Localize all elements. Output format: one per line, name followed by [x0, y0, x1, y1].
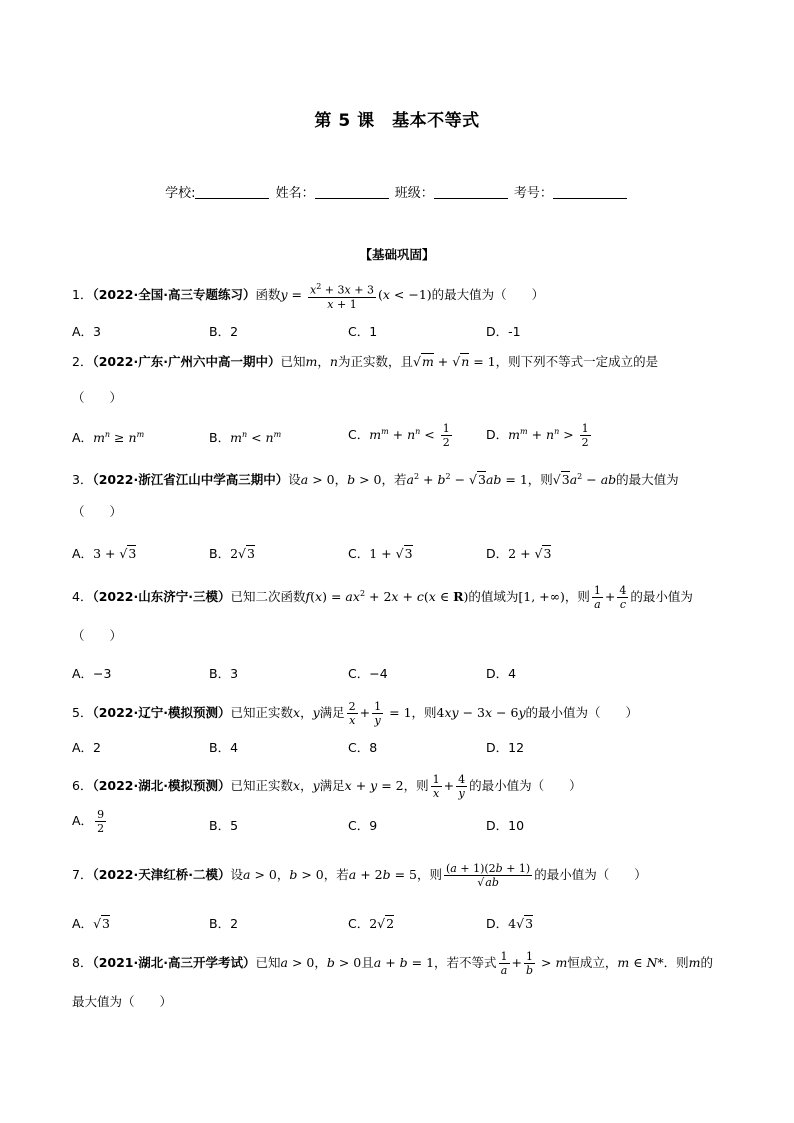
question-text: 的最大值为（ ）: [431, 286, 545, 302]
question-2: 2．（2022·广东·广州六中高一期中）已知m，n为正实数，且√m + √n = 1，则下列不等式一定成立的是: [72, 354, 659, 369]
question-text: ，则下列不等式一定成立的是: [495, 354, 659, 369]
class-label: 班级：: [394, 186, 434, 201]
question-3-options: [72, 544, 732, 566]
option-c[interactable]: C．9: [348, 818, 378, 833]
school-label: 学校:: [165, 186, 196, 201]
option-b[interactable]: B．2√3: [209, 546, 255, 561]
question-3: 3．（2022·浙江省江山中学高三期中）设a > 0，b > 0，若$a^2 + b^2 - √3ab = 1$，则$√3a^2$ − ab的最大值为: [72, 472, 679, 488]
name-label: 姓名：: [275, 186, 315, 201]
option-c[interactable]: C．1 + √3: [348, 546, 413, 561]
option-b[interactable]: B．2: [209, 916, 239, 931]
question-number: 8．: [72, 955, 93, 970]
student-info-line: [0, 182, 794, 201]
question-7-options: [72, 914, 732, 936]
question-text: 函数: [255, 286, 281, 302]
question-number: 6．: [72, 778, 93, 793]
math-formula: y: [280, 286, 288, 302]
option-a[interactable]: A．2: [72, 740, 102, 755]
option-c[interactable]: C．$m^m + n^n$ < $\frac{1}{2}$: [348, 422, 450, 449]
option-c[interactable]: C．2√2: [348, 916, 395, 931]
question-text: 已知: [280, 354, 306, 369]
option-d[interactable]: D．4: [486, 666, 517, 681]
option-c[interactable]: C．8: [348, 740, 378, 755]
option-d[interactable]: D．$m^m + n^n$ > $\frac{1}{2}$: [486, 422, 589, 449]
option-b[interactable]: B．4: [209, 740, 239, 755]
question-source: （2022·全国·高三专题练习）: [92, 286, 256, 302]
answer-paren: （ ）: [72, 628, 123, 643]
question-number: 2．: [72, 354, 93, 369]
option-b[interactable]: B．2: [209, 324, 239, 339]
question-7: 7．（2022·天津红桥·二模）设a > 0，b > 0，若a + 2b = 5，则 $\frac{(a + 1)(2b + 1)}{√ab}$ 的最小值为（ ）: [72, 862, 647, 889]
option-d[interactable]: D．2 + √3: [486, 546, 552, 561]
fraction: $\frac{x^2 + 3x + 3}{x + 1}$: [310, 282, 374, 311]
option-c[interactable]: C．1: [348, 324, 378, 339]
class-blank[interactable]: [434, 186, 508, 199]
question-text: 为正实数，且: [337, 354, 413, 369]
question-source: （2022·湖北·模拟预测）: [92, 778, 231, 793]
question-8-line2: 最大值为（ ）: [72, 994, 173, 1009]
option-a[interactable]: A．√3: [72, 916, 110, 931]
question-number: 7．: [72, 867, 93, 882]
name-blank[interactable]: [315, 186, 389, 199]
option-c[interactable]: C．−4: [348, 666, 388, 681]
question-1: 1．（2022·全国·高三专题练习）函数y = $\frac{x^2 + 3x + 3}{x + 1}$ (x < −1)的最大值为（ ）: [72, 282, 545, 311]
option-a[interactable]: A．3: [72, 324, 102, 339]
page-title: 第 5 课 基本不等式: [314, 111, 480, 131]
question-6-options: [72, 808, 732, 835]
option-d[interactable]: D．12: [486, 740, 525, 755]
option-b[interactable]: B．5: [209, 818, 239, 833]
question-number: 3．: [72, 472, 93, 488]
question-6: 6．（2022·湖北·模拟预测）已知正实数x，y满足x + y = 2，则 $\frac{1}{x}$ + $\frac{4}{y}$ 的最小值为（ ）: [72, 773, 582, 800]
option-d[interactable]: D．10: [486, 818, 525, 833]
question-5-options: [72, 738, 732, 760]
question-source: （2022·天津红桥·二模）: [92, 867, 231, 882]
exam-no-label: 考号：: [513, 186, 553, 201]
question-source: （2022·浙江省江山中学高三期中）: [92, 472, 289, 488]
question-number: 4．: [72, 589, 93, 605]
section-heading: 【基础巩固】: [359, 247, 435, 262]
option-d[interactable]: D．4√3: [486, 916, 534, 931]
question-source: （2022·广东·广州六中高一期中）: [92, 354, 281, 369]
option-b[interactable]: B．3: [209, 666, 239, 681]
question-source: （2022·辽宁·模拟预测）: [92, 705, 231, 720]
question-4-options: [72, 664, 732, 686]
option-b[interactable]: B．$m^n < n^m$: [209, 429, 282, 445]
question-8: 8．（2021·湖北·高三开学考试）已知a > 0，b > 0且a + b = 1，若不等式 $\frac{1}{a}$ + $\frac{1}{b}$ > m恒成立，m ∈ N*．则m的: [72, 950, 714, 977]
option-a[interactable]: A． $\frac{9}{2}$: [72, 808, 105, 835]
option-a[interactable]: A．3 + √3: [72, 546, 137, 561]
question-source: （2022·山东济宁·三模）: [92, 589, 231, 605]
answer-paren: （ ）: [72, 390, 123, 405]
question-4: 4．（2022·山东济宁·三模）已知二次函数$f(x) = ax^2 + 2x + c(x$ ∈ R)的值域为[1, +∞)，则 $\frac{1}{a}$ + $\frac{4}{c}$ 的最小值为: [72, 584, 693, 612]
question-number: 1．: [72, 286, 93, 302]
option-a[interactable]: A．−3: [72, 666, 112, 681]
school-blank[interactable]: [195, 186, 269, 199]
question-source: （2021·湖北·高三开学考试）: [92, 955, 256, 970]
option-a[interactable]: A．$m^n \ge n^m$: [72, 429, 145, 445]
question-1-options: [72, 322, 732, 344]
answer-paren: （ ）: [72, 504, 123, 519]
question-number: 5．: [72, 705, 93, 720]
exam-no-blank[interactable]: [553, 186, 627, 199]
question-2-options: [72, 422, 732, 450]
option-d[interactable]: D．-1: [486, 324, 521, 339]
question-5: 5．（2022·辽宁·模拟预测）已知正实数x，y满足 $\frac{2}{x}$ + $\frac{1}{y}$ = 1，则4xy − 3x − 6y的最小值为（ ）: [72, 700, 639, 727]
